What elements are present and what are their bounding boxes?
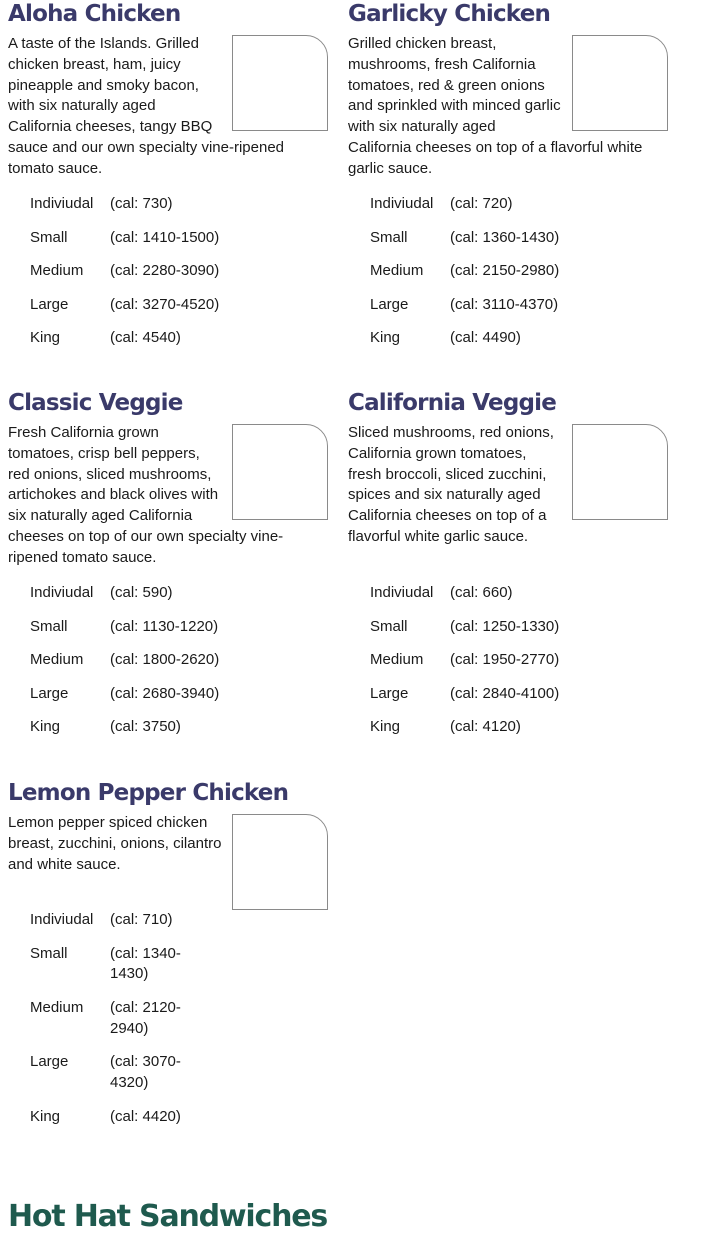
item-description-text: A taste of the Islands. Grilled chicken breast, ham, juicy pineapple and smoky bacon, with six naturally aged California cheeses, tangy BBQ sauce and our own specialty vine-ripened tomato sauce. [8, 35, 284, 177]
calorie-value: (cal: 2280-3090) [110, 262, 220, 280]
size-label: Small [30, 944, 68, 962]
item-title: Aloha Chicken [8, 1, 181, 27]
size-label: Indiviudal [370, 195, 434, 212]
calorie-value: (cal: 1340-1430) [110, 944, 181, 983]
size-label: Indiviudal [30, 195, 94, 212]
size-label: Medium [370, 262, 424, 280]
size-label: King [30, 1107, 61, 1125]
size-row [370, 228, 559, 262]
item-description [8, 813, 328, 913]
calorie-value: (cal: 720) [450, 195, 513, 212]
size-label: Medium [370, 651, 424, 669]
size-row [30, 944, 200, 998]
size-row [370, 617, 559, 651]
size-label: Small [370, 617, 408, 635]
item-title: Garlicky Chicken [348, 1, 551, 27]
section-title: Hot Hat Sandwiches [8, 1199, 328, 1234]
item-description [348, 423, 668, 548]
item-title: Classic Veggie [8, 390, 183, 416]
size-row [30, 261, 219, 295]
size-label: Indiviudal [370, 584, 434, 601]
calorie-value: (cal: 710) [110, 911, 173, 928]
size-label: Indiviudal [30, 911, 94, 928]
size-label: Medium [30, 262, 84, 280]
item-title: California Veggie [348, 390, 557, 416]
size-calorie-table [30, 194, 219, 362]
size-row [370, 650, 559, 684]
size-row [370, 194, 559, 228]
size-row [370, 684, 559, 718]
size-label: King [30, 718, 61, 736]
size-label: Small [370, 228, 408, 246]
size-row [30, 684, 219, 718]
calorie-value: (cal: 1130-1220) [110, 617, 219, 635]
item-description-text: Sliced mushrooms, red onions, California grown tomatoes, fresh broccoli, sliced zucchini, spices and six naturally aged California cheeses on top of a flavorful white garlic sauce. [348, 424, 554, 545]
size-row [370, 717, 559, 751]
size-row [30, 1107, 200, 1141]
size-label: Medium [30, 651, 84, 669]
size-label: Large [370, 295, 409, 313]
size-label: Large [30, 295, 69, 313]
item-title: Lemon Pepper Chicken [8, 780, 289, 806]
size-row [30, 650, 219, 684]
size-row [370, 295, 559, 329]
calorie-value: (cal: 3070-4320) [110, 1053, 181, 1092]
size-row [30, 295, 219, 329]
size-row [30, 717, 219, 751]
size-label: Small [30, 228, 68, 246]
size-label: Medium [30, 998, 84, 1016]
item-description [8, 34, 328, 180]
size-calorie-table [370, 583, 559, 751]
calorie-value: (cal: 3110-4370) [450, 295, 559, 313]
size-row [30, 998, 200, 1052]
size-label: King [370, 718, 401, 736]
calorie-value: (cal: 4120) [450, 718, 521, 736]
calorie-value: (cal: 3270-4520) [110, 295, 220, 313]
calorie-value: (cal: 1950-2770) [450, 651, 560, 669]
size-calorie-table [370, 194, 559, 362]
calorie-value: (cal: 730) [110, 195, 173, 212]
calorie-value: (cal: 3750) [110, 718, 181, 736]
size-label: Large [30, 684, 69, 702]
size-row [30, 910, 200, 944]
size-label: Indiviudal [30, 584, 94, 601]
calorie-value: (cal: 4420) [110, 1107, 181, 1125]
calorie-value: (cal: 660) [450, 584, 513, 601]
size-row [30, 1052, 200, 1106]
size-calorie-table [30, 910, 200, 1140]
calorie-value: (cal: 1250-1330) [450, 617, 560, 635]
item-description [8, 423, 328, 569]
calorie-value: (cal: 2120-2940) [110, 998, 181, 1037]
size-label: Small [30, 617, 68, 635]
calorie-value: (cal: 1800-2620) [110, 651, 220, 669]
calorie-value: (cal: 1360-1430) [450, 228, 560, 246]
calorie-value: (cal: 590) [110, 584, 173, 601]
calorie-value: (cal: 2680-3940) [110, 684, 220, 702]
size-row [30, 228, 219, 262]
calorie-value: (cal: 4490) [450, 329, 521, 347]
calorie-value: (cal: 1410-1500) [110, 228, 220, 246]
size-row [30, 583, 219, 617]
size-row [30, 194, 219, 228]
item-description-text: Lemon pepper spiced chicken breast, zucchini, onions, cilantro and white sauce. [8, 814, 222, 873]
item-description-text: Fresh California grown tomatoes, crisp bell peppers, red onions, sliced mushrooms, artichokes and black olives with six naturally aged California cheeses on top of our own specialty vine-ripened tomato sauce. [8, 424, 284, 566]
item-description [348, 34, 668, 180]
calorie-value: (cal: 2150-2980) [450, 262, 560, 280]
size-calorie-table [30, 583, 219, 751]
size-row [30, 617, 219, 651]
size-label: Large [370, 684, 409, 702]
size-label: King [370, 329, 401, 347]
item-description-text: Grilled chicken breast, mushrooms, fresh California tomatoes, red & green onions and sprinkled with minced garlic with six naturally aged California cheeses on top of a flavorful white garlic sauce. [348, 35, 643, 177]
calorie-value: (cal: 4540) [110, 329, 181, 347]
calorie-value: (cal: 2840-4100) [450, 684, 560, 702]
size-row [370, 583, 559, 617]
size-row [30, 328, 219, 362]
size-row [370, 328, 559, 362]
size-label: Large [30, 1053, 69, 1071]
size-label: King [30, 329, 61, 347]
size-row [370, 261, 559, 295]
